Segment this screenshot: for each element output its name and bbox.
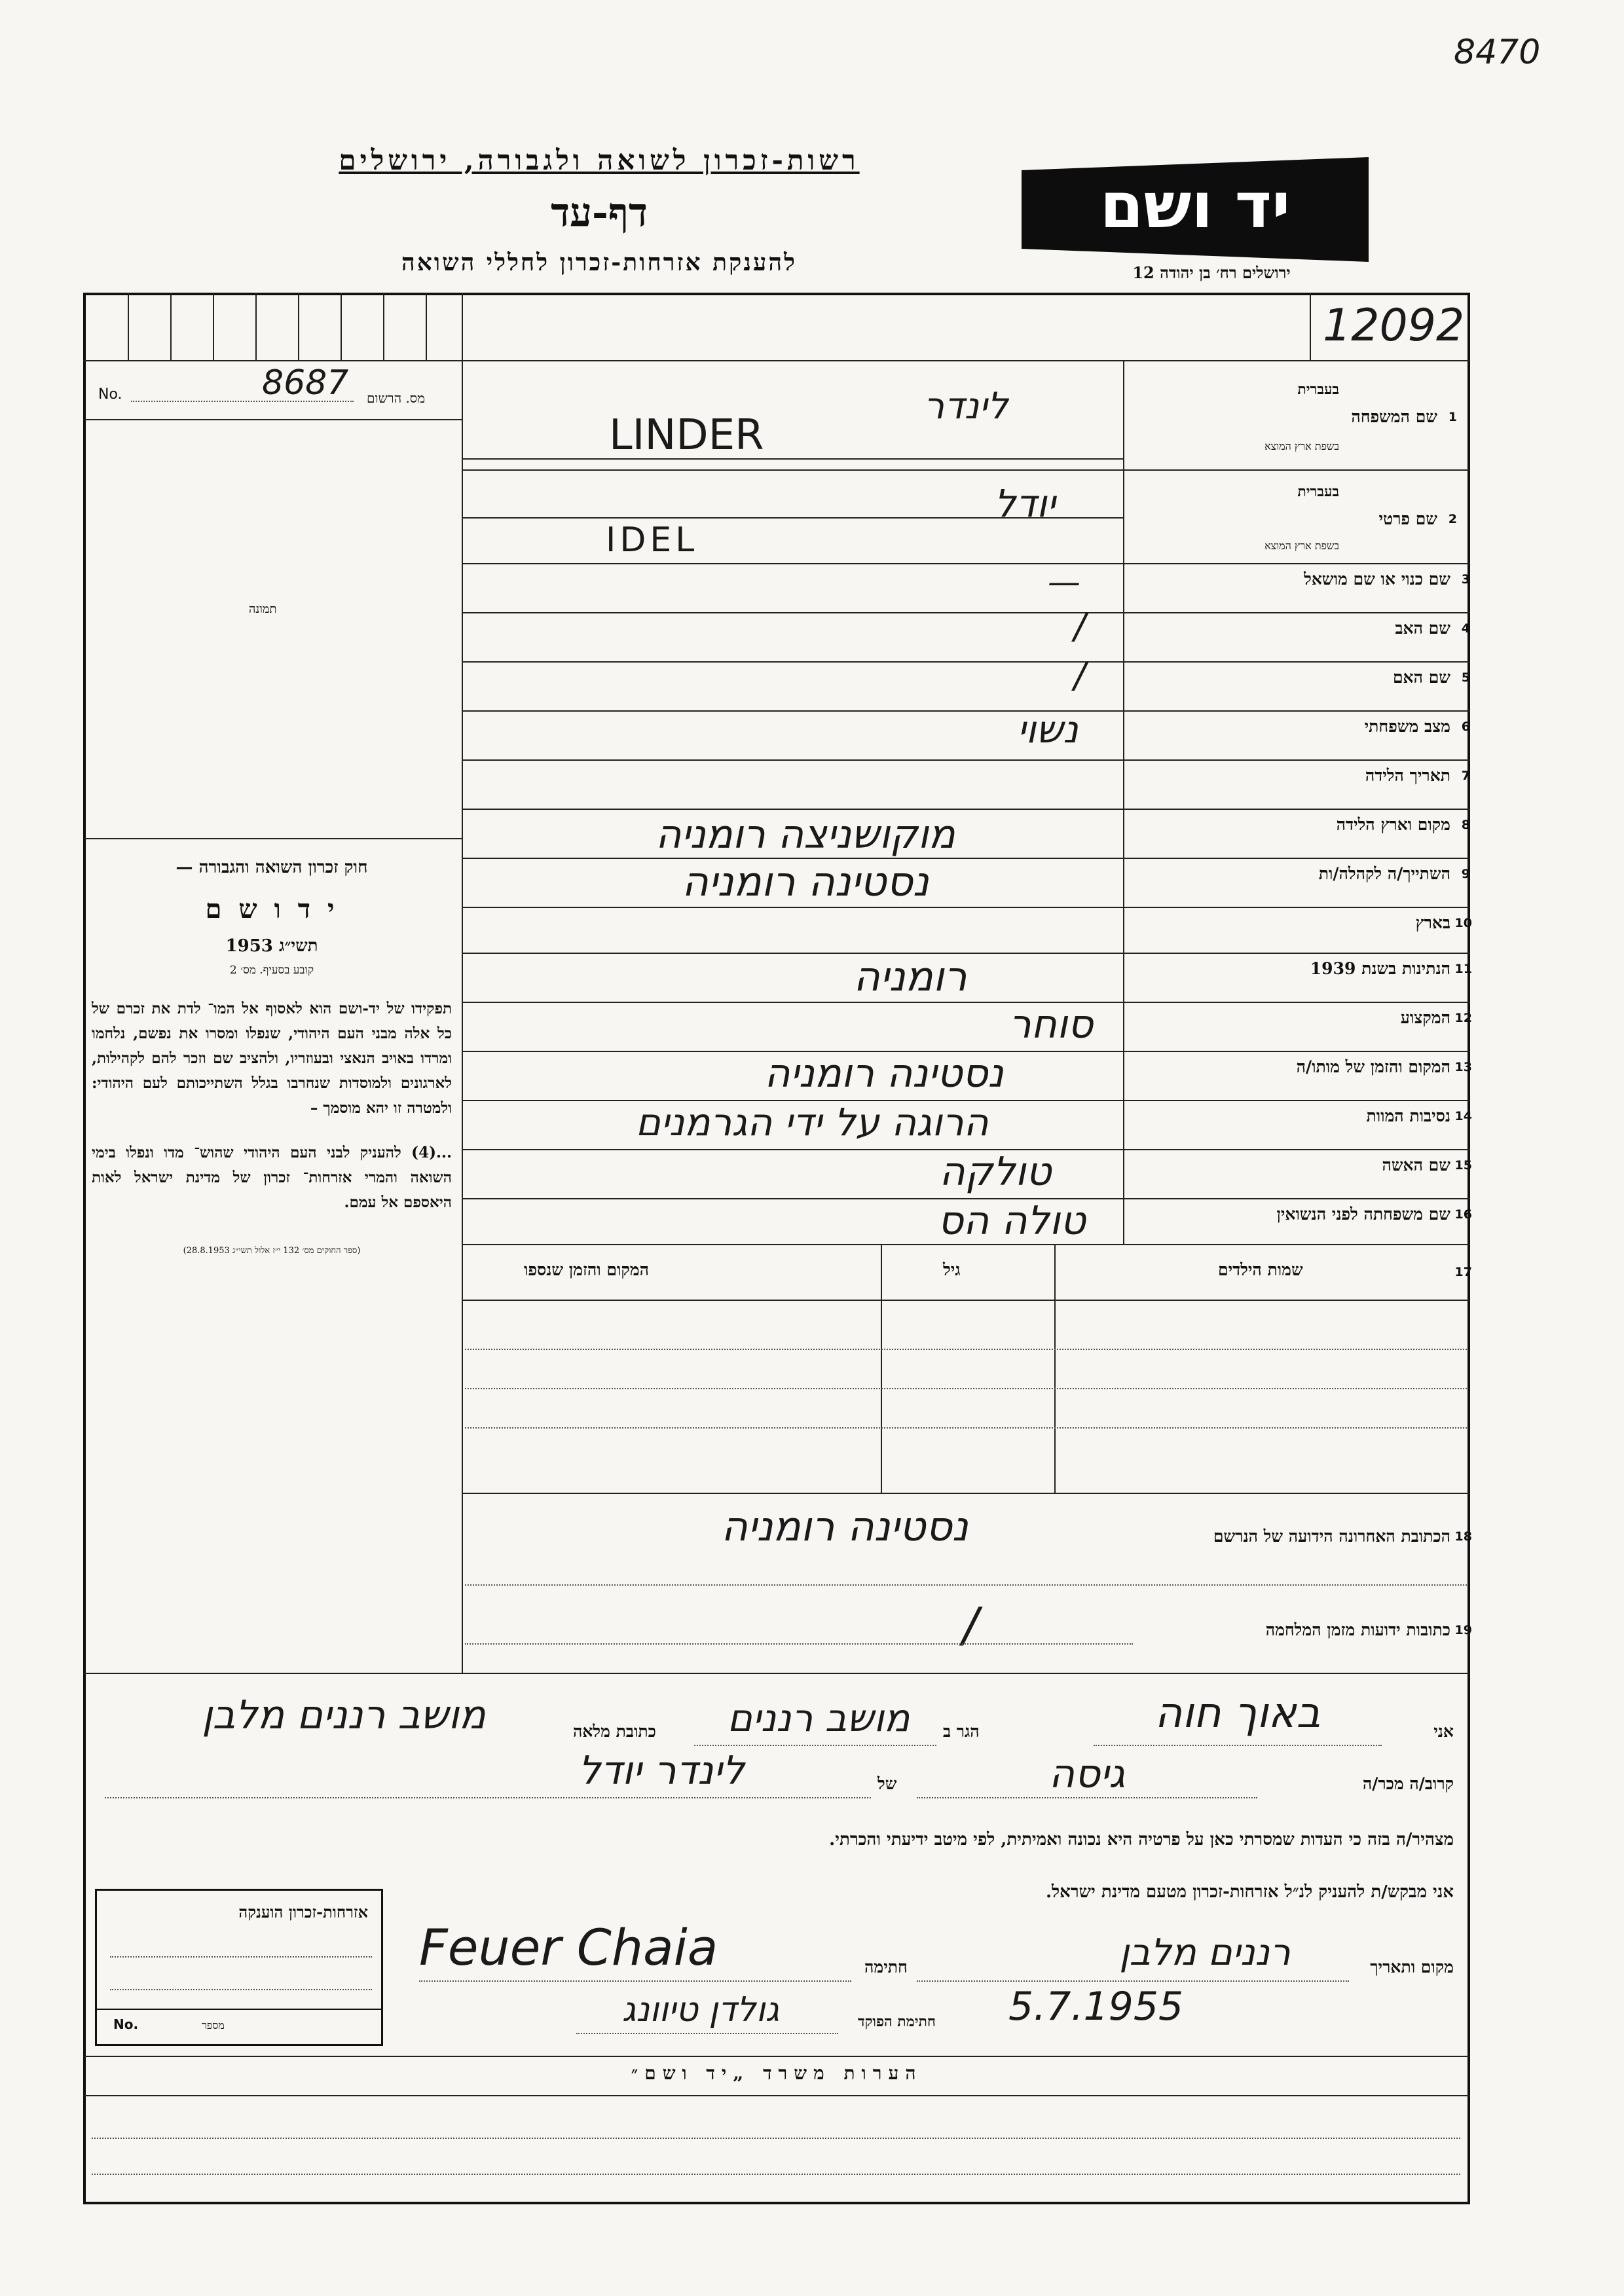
award-box xyxy=(95,1889,383,2046)
field-1-hebrew-value[interactable]: לינדר xyxy=(923,385,1008,428)
photo-label: תמונה xyxy=(249,602,277,616)
field-4-value[interactable]: / xyxy=(1074,606,1086,647)
field-14-label: נסיבות המוות xyxy=(1366,1106,1450,1125)
declarant-of-label: של xyxy=(877,1774,897,1793)
field-12-value[interactable]: סוחר xyxy=(1008,1002,1094,1048)
field-3-number: 3 xyxy=(1461,572,1470,587)
form-title: דף-עד xyxy=(551,190,648,236)
law-clause-4: ...(4) להעניק לבני העם היהודי שהוש־ מדו ונפלו בימי השואה והמרי אזרחות־ זכרון של מדינת ישראל לאות היאספם אל עמם. xyxy=(92,1144,452,1211)
office-notes-label: הערות משרד „יד ושם״ xyxy=(631,2062,923,2084)
law-block xyxy=(92,851,452,1256)
children-col-place: המקום והזמן שנספו xyxy=(524,1260,649,1279)
yad-vashem-logo xyxy=(1022,157,1369,262)
field-2-native-value[interactable]: IDEL xyxy=(606,520,699,560)
field-11-number: 11 xyxy=(1454,962,1472,976)
field-13-number: 13 xyxy=(1454,1060,1472,1074)
field-8-label: מקום וארץ הלידה xyxy=(1336,815,1450,834)
field-18-value[interactable]: נסטינה רומניה xyxy=(721,1503,969,1550)
law-year: תשי״ג 1953 xyxy=(225,936,318,956)
declarant-of-value[interactable]: לינדר יודל xyxy=(578,1748,745,1794)
field-2-label: שם פרטי xyxy=(1378,509,1437,528)
official-signature-label: חתימת הפוקד xyxy=(858,2013,936,2030)
official-signature-value[interactable]: גולדן טיוונג xyxy=(621,1990,780,2030)
field-14-value[interactable]: הרוגה על ידי הגרמנים xyxy=(635,1100,989,1144)
field-3-value[interactable]: — xyxy=(1048,563,1080,601)
field-1-number: 1 xyxy=(1448,410,1457,424)
signature-label: חתימה xyxy=(864,1958,908,1977)
form-subtitle: להענקת אזרחות-זכרון לחללי השואה xyxy=(401,249,797,276)
field-5-label: שם האם xyxy=(1392,668,1450,687)
law-name: י ד ו ש ם xyxy=(205,894,339,924)
award-no-label: No. xyxy=(113,2016,139,2032)
field-15-number: 15 xyxy=(1454,1158,1472,1173)
field-18-label: הכתובת האחרונה הידועה של הנרשם xyxy=(1213,1527,1450,1546)
field-6-label: מצב משפחתי xyxy=(1364,717,1450,736)
field-2-sub-native: בשפת ארץ המוצא xyxy=(1264,539,1339,552)
field-1-sub-hebrew: בעברית xyxy=(1297,381,1339,398)
address-line: ירושלים רח׳ בן יהודה 12 xyxy=(1132,263,1291,282)
children-col-age: גיל xyxy=(943,1260,961,1279)
declarant-relative-value[interactable]: גיסה xyxy=(1048,1751,1126,1797)
field-19-label: כתובות ידועות מזמן המלחמה xyxy=(1265,1620,1450,1639)
field-2-sub-hebrew: בעברית xyxy=(1297,483,1339,500)
field-5-value[interactable]: / xyxy=(1074,655,1086,696)
stamp-number: 8470 xyxy=(1454,33,1541,72)
field-16-value[interactable]: טולה הס xyxy=(938,1198,1086,1244)
field-13-value[interactable]: נסטינה רומניה xyxy=(764,1051,1004,1097)
logo-text: יד ושם xyxy=(1099,169,1291,242)
field-18-number: 18 xyxy=(1454,1529,1472,1544)
field-6-number: 6 xyxy=(1461,720,1470,734)
field-15-label: שם האשה xyxy=(1382,1156,1450,1175)
registration-number: 8687 xyxy=(262,363,349,403)
field-6-value[interactable]: נשוי xyxy=(1017,707,1079,752)
field-1-label: שם המשפחה xyxy=(1351,407,1437,426)
field-13-label: המקום והזמן של מותו/ה xyxy=(1296,1057,1450,1076)
declarant-resident-value[interactable]: מושב רננים xyxy=(727,1696,910,1740)
field-19-number: 19 xyxy=(1454,1623,1472,1637)
declarant-relative-label: קרוב/ה מכר/ה xyxy=(1362,1774,1454,1793)
field-10-number: 10 xyxy=(1454,916,1472,930)
registration-label: מס. הרשום xyxy=(367,390,426,406)
field-4-number: 4 xyxy=(1461,621,1470,636)
field-14-number: 14 xyxy=(1454,1109,1472,1123)
field-2-number: 2 xyxy=(1448,512,1457,526)
declarant-ani: אני xyxy=(1433,1722,1454,1741)
field-12-label: המקצוע xyxy=(1400,1008,1450,1027)
declaration-text: מצהיר/ה בזה כי העדות שמסרתי כאן על פרטיה היא נכונה ואמיתית, לפי מיטב ידיעתי והכרתי. xyxy=(829,1830,1454,1850)
field-1-native-value[interactable]: LINDER xyxy=(609,411,764,460)
field-3-label: שם כנוי או שם מושאל xyxy=(1304,570,1450,589)
field-5-number: 5 xyxy=(1461,670,1470,685)
field-1-sub-native: בשפת ארץ המוצא xyxy=(1264,440,1339,452)
law-title: חוק זכרון השואה והגבורה — xyxy=(175,858,368,877)
field-8-number: 8 xyxy=(1461,818,1470,832)
field-2-hebrew-value[interactable]: יודל xyxy=(994,481,1056,526)
request-text: אני מבקש/ת להעניק לנ״ל אזרחות-זכרון מטעם מדינת ישראל. xyxy=(1045,1882,1454,1902)
field-19-value[interactable]: / xyxy=(963,1597,979,1652)
law-clause: קובע בסעיף. מס׳ 2 xyxy=(229,964,314,977)
field-7-number: 7 xyxy=(1461,769,1470,783)
children-col-names: שמות הילדים xyxy=(1218,1260,1303,1279)
declarant-address-value[interactable]: מושב רננים מלבן xyxy=(202,1692,486,1738)
field-7-label: תאריך הלידה xyxy=(1365,766,1450,785)
field-12-number: 12 xyxy=(1454,1011,1472,1025)
place-date-label: מקום ותאריך xyxy=(1370,1958,1454,1977)
declarant-address-label: כתובת מלאה xyxy=(573,1722,656,1741)
field-11-value[interactable]: רומניה xyxy=(853,953,967,1000)
date-value[interactable]: 5.7.1955 xyxy=(1008,1984,1184,2030)
declarant-name[interactable]: באוך חוה xyxy=(1154,1689,1321,1738)
authority-title: רשות-זכרון לשואה ולגבורה, ירושלים xyxy=(339,144,860,176)
field-4-label: שם האב xyxy=(1395,619,1450,638)
field-10-label: בארץ xyxy=(1415,913,1450,932)
declarant-resident-label: הגר ב xyxy=(943,1722,980,1741)
field-15-value[interactable]: טולקה xyxy=(939,1149,1052,1195)
file-number: 12092 xyxy=(1323,300,1465,352)
field-8-value[interactable]: מוקושניצה רומניה xyxy=(655,812,955,858)
field-17-number: 17 xyxy=(1454,1265,1472,1279)
award-number-label: מספר xyxy=(202,2019,225,2032)
registration-no-label: No. xyxy=(98,386,122,403)
law-body: תפקידו של יד-ושם הוא לאסוף אל המו־ לדת את זכרם של כל אלה מבני העם היהודי, שנפלו ומסרו את נפשם, נלחמו ומרדו באויב הנאצי ובעוזריו, ולהציב שם וזכר להם לקהילות, לארגונים ולמוסדות שנחרבו בגלל השתייכותם לעם היהודי: ולמטרה זו יהא מוסמך – xyxy=(92,1000,452,1117)
field-16-number: 16 xyxy=(1454,1207,1472,1222)
field-11-label: הנתינות בשנת 1939 xyxy=(1310,959,1450,978)
field-16-label: שם משפחתה לפני הנשואין xyxy=(1276,1205,1450,1224)
field-9-number: 9 xyxy=(1461,867,1470,881)
field-9-label: השתייך/ה לקהלה/ות xyxy=(1318,864,1450,883)
field-9-value[interactable]: נסטינה רומניה xyxy=(682,858,929,905)
signature-value[interactable]: Feuer Chaia xyxy=(419,1918,718,1977)
law-citation: (ספר החוקים מס׳ 132 י״ז אלול תשי״ג 28.8.1953) xyxy=(183,1246,361,1256)
place-value[interactable]: רננים מלבן xyxy=(1119,1931,1291,1974)
award-title: אזרחות-זכרון הוענקה xyxy=(238,1903,368,1922)
